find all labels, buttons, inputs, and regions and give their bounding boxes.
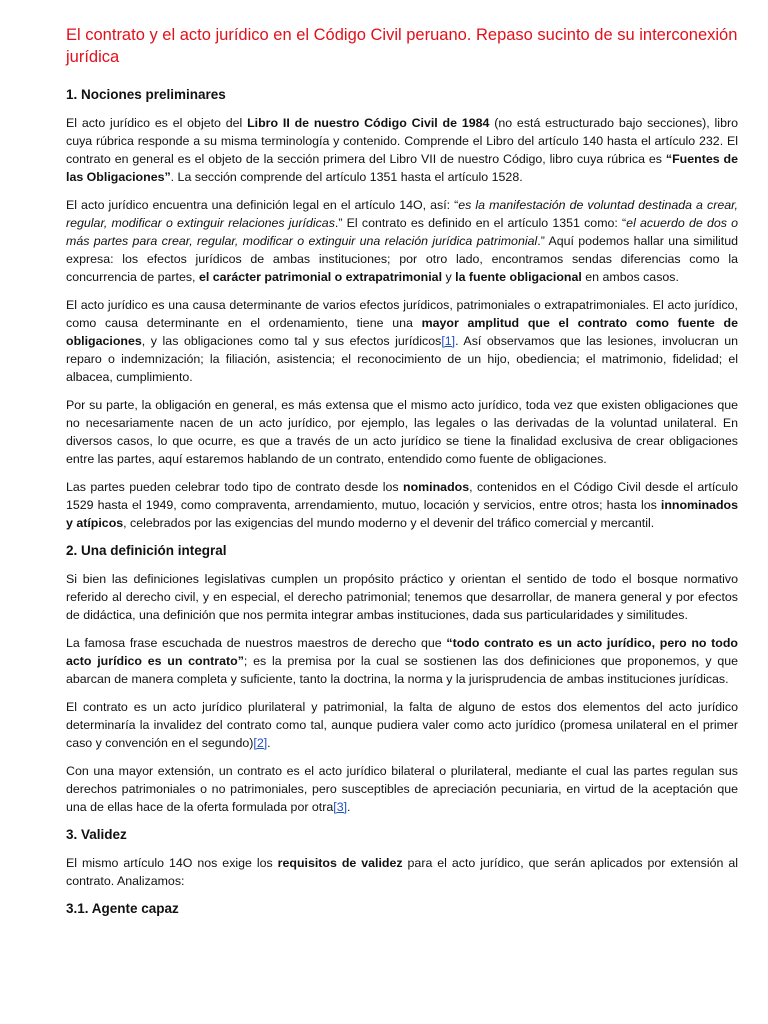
paragraph [66, 478, 738, 532]
text-span: El acto jurídico encuentra una definición legal en el artículo 14O, así: “ [66, 198, 459, 212]
text-span: en ambos casos. [581, 270, 679, 284]
bold-text: nominados [403, 480, 470, 494]
section-heading-definicion: 2. Una definición integral [66, 543, 227, 558]
paragraph [66, 762, 738, 816]
italic-quote: es la manifestación de voluntad destinada a crear, regular, modificar o extinguir relaciones jurídicas [66, 198, 738, 230]
footnote-link-3[interactable]: [3] [333, 800, 348, 814]
text-span: El acto jurídico es una causa determinante de varios efectos jurídicos, patrimoniales o extrapatrimoniales. El acto jurídico, como causa determinante en el ordenamiento, tiene una [66, 298, 738, 330]
document-title: El contrato y el acto jurídico en el Código Civil peruano. Repaso sucinto de su interconexión jurídica [66, 26, 738, 66]
bold-text: “todo contrato es un acto jurídico, pero no todo acto jurídico es un contrato” [66, 636, 738, 668]
text-span: La famosa frase escuchada de nuestros maestros de derecho que [66, 636, 447, 650]
footnote-link-2[interactable]: [2] [253, 736, 268, 750]
bold-text: requisitos de validez [277, 856, 403, 870]
footnote-link-1[interactable]: [1] [441, 334, 456, 348]
text-span: El contrato es un acto jurídico plurilateral y patrimonial, la falta de alguno de estos dos elementos del acto jurídico determinaría la invalidez del contrato como tal, aunque pudiera valer como acto jurídico (promesa unilateral en el primer caso y convención en el segundo) [66, 700, 738, 750]
text-span: ; es la premisa por la cual se sostienen las dos definiciones que proponemos, y que abarcan de manera completa y suficiente, tanto la doctrina, la norma y la jurisprudencia de ambas instituciones jurídicas. [66, 654, 738, 686]
text-span: Las partes pueden celebrar todo tipo de contrato desde los [66, 480, 404, 494]
text-span: y [442, 270, 456, 284]
text-span: . [267, 736, 271, 750]
bold-text: mayor amplitud que el contrato como fuente de obligaciones [66, 316, 738, 348]
text-span: . La sección comprende del artículo 1351 hasta el artículo 1528. [170, 170, 523, 184]
subsection-heading-agente-capaz: 3.1. Agente capaz [66, 901, 179, 916]
bold-text: “Fuentes de las Obligaciones” [66, 152, 738, 184]
text-span: Con una mayor extensión, un contrato es el acto jurídico bilateral o plurilateral, mediante el cual las partes regulan sus derechos patrimoniales o no patrimoniales, pero susceptibles de apreciación pecuniaria, en virtud de la aceptación que una de ellas hace de la oferta formulada por otra [66, 764, 738, 814]
paragraph [66, 634, 738, 688]
paragraph: Por su parte, la obligación en general, es más extensa que el mismo acto jurídico, toda vez que existen obligaciones que no necesariamente nacen de un acto jurídico, por ejemplo, las legales o las derivadas de la voluntad unilateral. En diversos casos, lo que ocurre, es que a través de un acto jurídico se tiene la finalidad exclusiva de crear obligaciones entre las partes, aquí estaremos hablando de un contrato, entendido como fuente de obligaciones. [66, 398, 738, 466]
bold-text: el carácter patrimonial o extrapatrimonial [198, 270, 443, 284]
paragraph [66, 698, 738, 752]
italic-quote: el acuerdo de dos o más partes para crear, regular, modificar o extinguir una relación jurídica patrimonial [66, 216, 739, 248]
paragraph: Si bien las definiciones legislativas cumplen un propósito práctico y orientan el sentido de todo el bosque normativo referido al derecho civil, y en especial, el derecho patrimonial; tenemos que desarrollar, de manera general y por efectos de didáctica, una definición que nos permita integrar ambas instituciones, dada sus particularidades y similitudes. [66, 572, 738, 622]
bold-text: Libro II de nuestro Código Civil de 1984 [247, 116, 490, 130]
paragraph [66, 854, 738, 890]
bold-text: la fuente obligacional [455, 270, 582, 284]
text-span: (no está estructurado bajo secciones), libro cuya rúbrica responde a su misma terminología y contenido. Comprende el Libro del artículo 140 hasta el artículo 232. El contrato en general es el objeto de la sección primera del Libro VII de nuestro Código, libro cuya rúbrica es [66, 116, 738, 166]
text-span: El acto jurídico es el objeto del [66, 116, 248, 130]
paragraph [66, 114, 738, 186]
section-heading-nociones: 1. Nociones preliminares [66, 87, 226, 102]
text-span: para el acto jurídico, que serán aplicados por extensión al contrato. Analizamos: [66, 856, 738, 888]
text-span: . [347, 800, 351, 814]
text-span: . Así observamos que las lesiones, involucran un reparo o indemnización; la filiación, asistencia; el reconocimiento de un hijo, obediencia; el matrimonio, fidelidad; el albacea, cumplimiento. [66, 334, 738, 384]
bold-text: innominados y atípicos [66, 498, 738, 530]
text-span: .” El contrato es definido en el artículo 1351 como: “ [334, 216, 627, 230]
section-heading-validez: 3. Validez [66, 827, 127, 842]
paragraph [66, 296, 738, 386]
text-span: , celebrados por las exigencias del mundo moderno y el devenir del tráfico comercial y mercantil. [123, 516, 655, 530]
text-span: , contenidos en el Código Civil desde el artículo 1529 hasta el 1949, como compraventa, arrendamiento, mutuo, locación y servicios, entre otros; hasta los [66, 480, 739, 512]
text-span: .” Aquí podemos hallar una similitud expresa: los efectos jurídicos de ambas instituciones; por otro lado, encontramos sendas diferencias como la concurrencia de partes, [66, 234, 738, 284]
paragraph [66, 196, 738, 286]
text-span: , y las obligaciones como tal y sus efectos jurídicos [141, 334, 442, 348]
text-span: El mismo artículo 14O nos exige los [66, 856, 278, 870]
